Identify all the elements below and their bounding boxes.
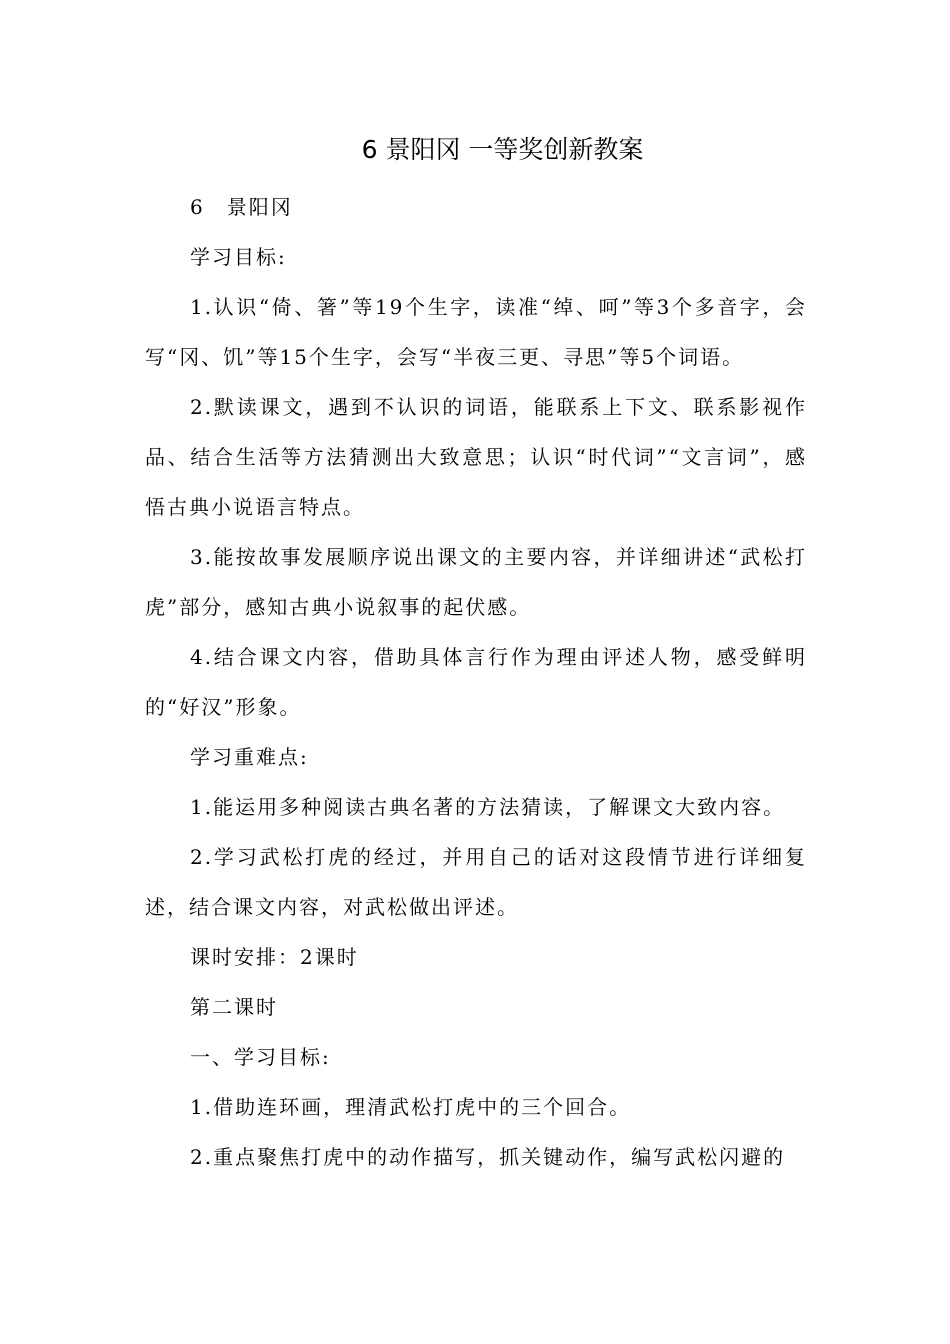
objective-item-2: 2.默读课文，遇到不认识的词语，能联系上下文、联系影视作品、结合生活等方法猜测出大致意思；认识“时代词”“文言词”，感悟古典小说语言特点。	[145, 395, 807, 519]
session-heading: 第二课时	[190, 995, 278, 1019]
session-objective-item-2: 2.重点聚焦打虎中的动作描写，抓关键动作，编写武松闪避的	[190, 1145, 786, 1169]
session-objective-item-1: 1.借助连环画，理清武松打虎中的三个回合。	[190, 1095, 632, 1119]
schedule-line: 课时安排：2课时	[190, 945, 359, 969]
lesson-heading: 6 景阳冈	[190, 195, 293, 219]
document-title: 6 景阳冈 一等奖创新教案	[361, 135, 644, 164]
document-body	[145, 182, 807, 1182]
section-heading-key-points: 学习重难点:	[190, 745, 309, 769]
key-point-item-2: 2.学习武松打虎的经过，并用自己的话对这段情节进行详细复述，结合课文内容，对武松做出评述。	[145, 845, 807, 919]
session-objectives-heading: 一、学习目标:	[190, 1045, 331, 1069]
section-heading-objectives: 学习目标:	[190, 245, 287, 269]
objective-item-1: 1.认识“倚、箸”等19个生字，读准“绰、呵”等3个多音字，会写“冈、饥”等15个生字，会写“半夜三更、寻思”等5个词语。	[145, 295, 807, 369]
objective-item-3: 3.能按故事发展顺序说出课文的主要内容，并详细讲述“武松打虎”部分，感知古典小说叙事的起伏感。	[145, 545, 807, 619]
objective-item-4: 4.结合课文内容，借助具体言行作为理由评述人物，感受鲜明的“好汉”形象。	[145, 645, 807, 719]
key-point-item-1: 1.能运用多种阅读古典名著的方法猜读，了解课文大致内容。	[190, 795, 786, 819]
